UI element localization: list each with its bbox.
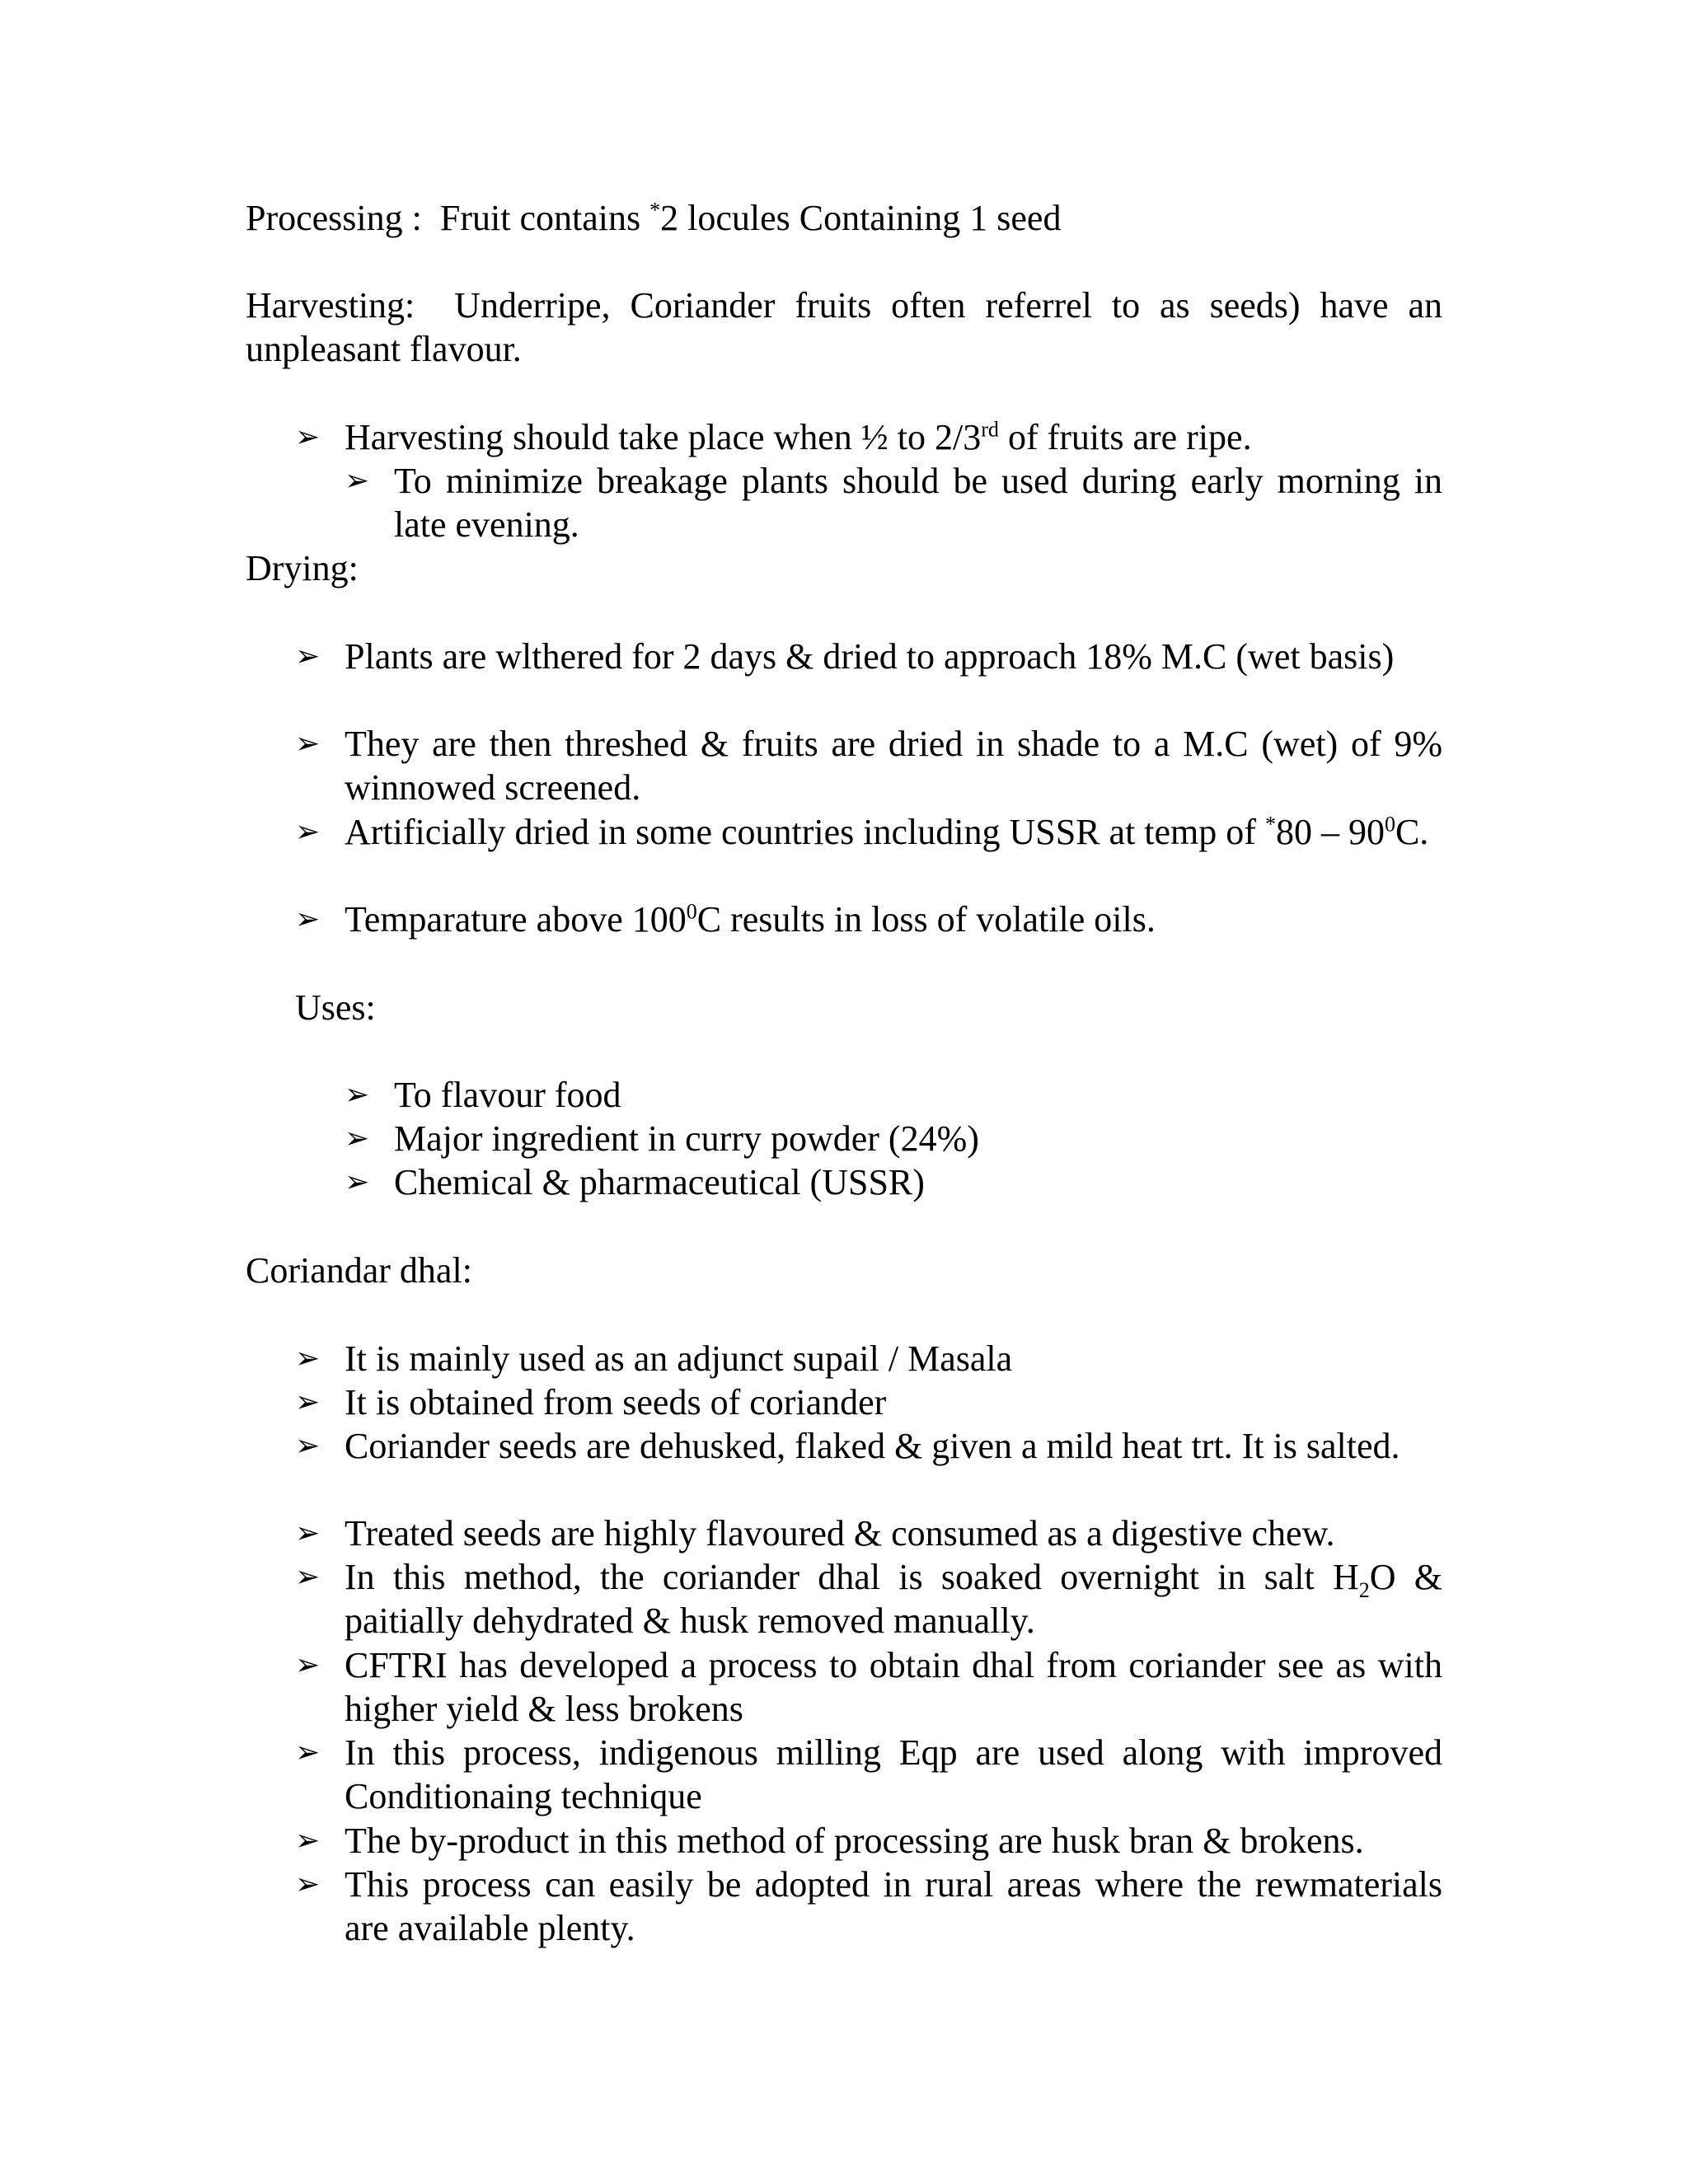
harvesting-bullet-1: ➢ Harvesting should take place when ½ to 2/3rd of fruits are ripe. <box>295 417 1252 457</box>
uses-item-1: ➢ To flavour food <box>345 1075 621 1115</box>
dhal-bullet-2: ➢ It is obtained from seeds of coriander <box>295 1382 887 1422</box>
arrow-bullet-icon: ➢ <box>295 1648 321 1682</box>
arrow-bullet-icon: ➢ <box>295 1736 321 1769</box>
harvesting-paragraph: Harvesting: Underripe, Coriander fruits often referrel to as seeds) have an unpleasant flavour. <box>246 285 1442 369</box>
arrow-bullet-icon: ➢ <box>295 902 321 936</box>
drying-bullet-4: ➢ Temparature above $100^0C$ results in loss of volatile oils. <box>295 899 1156 940</box>
arrow-bullet-icon: ➢ <box>295 1824 321 1858</box>
arrow-bullet-icon: ➢ <box>295 420 321 454</box>
uses-item-2: ➢ Major ingredient in curry powder (24%) <box>345 1118 979 1159</box>
dhal-bullet-1: ➢ It is mainly used as an adjunct supail / Masala <box>295 1338 1013 1379</box>
dhal-bullet-7: ➢ In this process, indigenous milling Eqp are used along with improved Conditionaing technique <box>295 1732 1442 1816</box>
arrow-bullet-icon: ➢ <box>295 1385 321 1419</box>
arrow-bullet-icon: ➢ <box>295 815 321 849</box>
drying-label: Drying: <box>246 548 359 588</box>
dhal-bullet-8: ➢ The by-product in this method of processing are husk bran & brokens. <box>295 1821 1364 1861</box>
dhal-bullet-5: ➢ In this method, the coriander dhal is soaked overnight in salt $H_2O$ & paitially dehydrated & husk removed manually. <box>295 1557 1443 1641</box>
arrow-bullet-icon: ➢ <box>345 1122 370 1155</box>
arrow-bullet-icon: ➢ <box>295 640 321 673</box>
uses-item-3: ➢ Chemical & pharmaceutical (USSR) <box>345 1162 925 1202</box>
harvesting-bullet-2: ➢ To minimize breakage plants should be used during early morning in late evening. <box>345 461 1442 545</box>
arrow-bullet-icon: ➢ <box>295 1516 321 1550</box>
dhal-label: Coriandar dhal: <box>246 1250 472 1291</box>
dhal-bullet-9: ➢ This process can easily be adopted in rural areas where the rewmaterials are available plenty. <box>295 1864 1442 1948</box>
arrow-bullet-icon: ➢ <box>295 1868 321 1901</box>
dhal-bullet-6: ➢ CFTRI has developed a process to obtain dhal from coriander see as with higher yield & less brokens <box>295 1645 1442 1729</box>
harvesting-label: Harvesting: <box>246 285 415 326</box>
drying-bullet-3: ➢ Artificially dried in some countries including USSR at temp of $^*80 - 90^0C$. <box>295 812 1429 852</box>
arrow-bullet-icon: ➢ <box>345 464 370 498</box>
processing-label: Processing : <box>246 198 422 238</box>
processing-line: Processing : Fruit contains *2 locules Containing 1 seed <box>246 198 1062 238</box>
drying-bullet-1: ➢ Plants are wlthered for 2 days & dried to approach 18% M.C (wet basis) <box>295 636 1395 677</box>
arrow-bullet-icon: ➢ <box>295 1429 321 1463</box>
arrow-bullet-icon: ➢ <box>295 1342 321 1376</box>
uses-label: Uses: <box>295 987 376 1028</box>
dhal-bullet-4: ➢ Treated seeds are highly flavoured & consumed as a digestive chew. <box>295 1513 1335 1554</box>
arrow-bullet-icon: ➢ <box>295 727 321 761</box>
arrow-bullet-icon: ➢ <box>295 1560 321 1594</box>
arrow-bullet-icon: ➢ <box>345 1165 370 1199</box>
dhal-bullet-3: ➢ Coriander seeds are dehusked, flaked & given a mild heat trt. It is salted. <box>295 1426 1400 1466</box>
drying-bullet-2: ➢ They are then threshed & fruits are dried in shade to a M.C (wet) of 9% winnowed screened. <box>295 724 1442 808</box>
arrow-bullet-icon: ➢ <box>345 1078 370 1112</box>
